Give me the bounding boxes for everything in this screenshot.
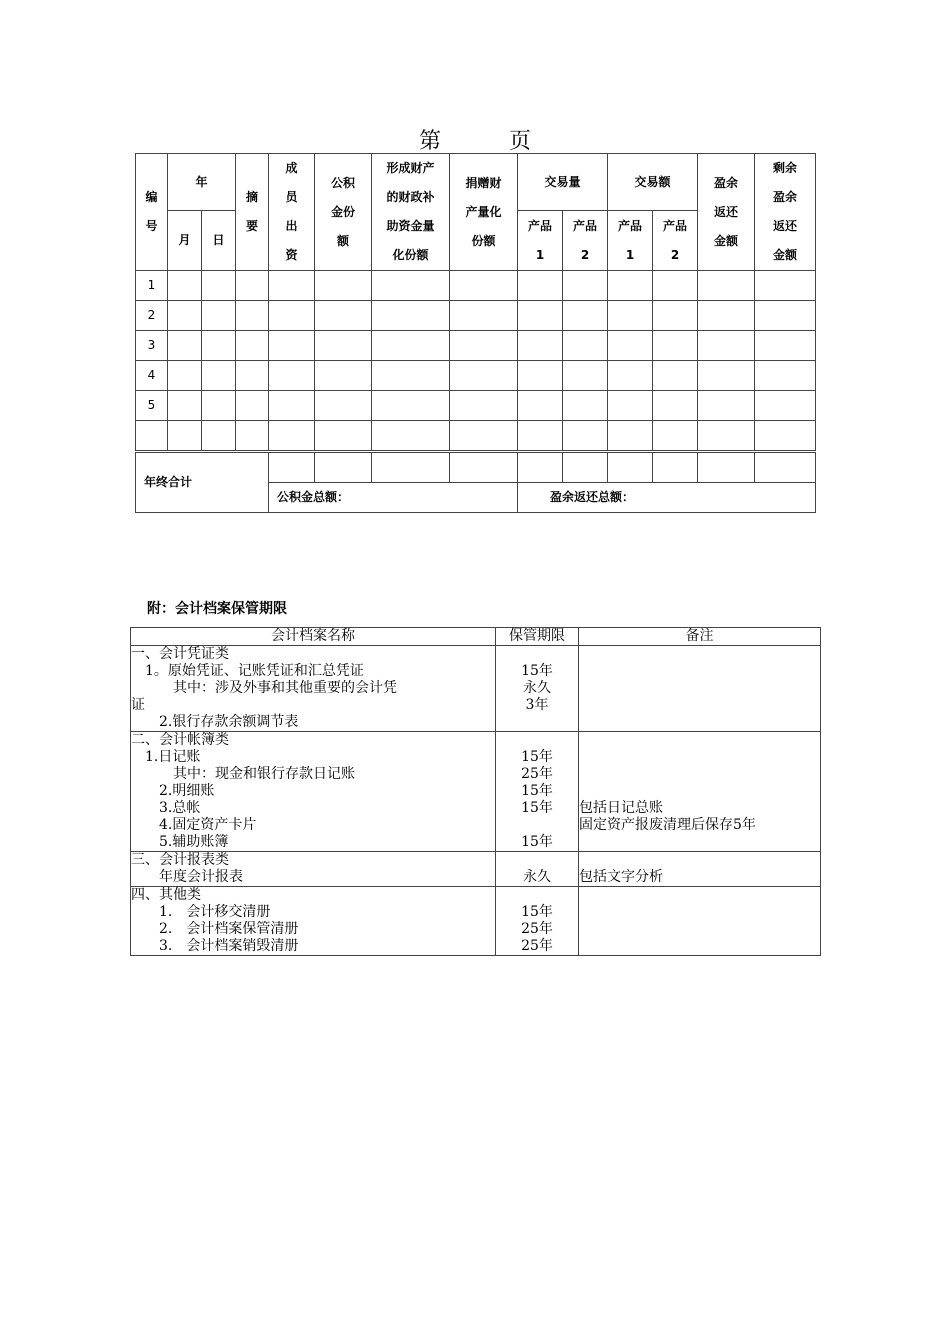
header-volume-product-1: 产品 1 bbox=[518, 211, 563, 271]
ledger-cell bbox=[372, 301, 450, 331]
header-member-capital: 成 员 出 资 bbox=[269, 154, 315, 271]
archive-term-line: 永久 bbox=[523, 869, 551, 885]
ledger-cell bbox=[653, 301, 698, 331]
ledger-cell bbox=[168, 391, 202, 421]
ledger-cell bbox=[450, 331, 518, 361]
appendix-title: 附：会计档案保管期限 bbox=[147, 601, 287, 617]
ledger-cell bbox=[202, 271, 236, 301]
ledger-cell bbox=[450, 301, 518, 331]
archive-name-line: 5.辅助账簿 bbox=[131, 834, 229, 850]
archive-term bbox=[496, 852, 579, 887]
archive-name-line: 证 bbox=[131, 697, 145, 713]
archive-note bbox=[579, 852, 821, 887]
header-surplus-return: 盈余 返还 金额 bbox=[698, 154, 755, 271]
archive-note-line bbox=[579, 766, 820, 783]
archive-section bbox=[131, 732, 821, 852]
archive-note-line bbox=[579, 921, 820, 938]
ledger-cell bbox=[315, 301, 372, 331]
ledger-cell bbox=[755, 421, 816, 452]
ledger-cell bbox=[202, 361, 236, 391]
archive-term-line bbox=[496, 714, 578, 731]
ledger-cell bbox=[269, 271, 315, 301]
total-cell bbox=[269, 452, 315, 483]
archive-name-line: 3.总帐 bbox=[131, 800, 201, 816]
ledger-cell bbox=[372, 391, 450, 421]
archive-note-line bbox=[579, 663, 820, 680]
col-header-name: 会计档案名称 bbox=[131, 628, 496, 646]
archive-term-line: 15年 bbox=[521, 800, 553, 816]
row-number: 3 bbox=[136, 331, 168, 361]
ledger-cell bbox=[698, 331, 755, 361]
row-number bbox=[136, 421, 168, 452]
ledger-cell bbox=[518, 331, 563, 361]
ledger-cell bbox=[450, 391, 518, 421]
ledger-cell bbox=[315, 361, 372, 391]
ledger-cell bbox=[168, 301, 202, 331]
archive-name-line: 4.固定资产卡片 bbox=[131, 817, 257, 833]
archive-name-line: 1.日记账 bbox=[131, 749, 201, 765]
ledger-cell bbox=[653, 331, 698, 361]
archive-term-line: 15年 bbox=[521, 749, 553, 765]
archive-section bbox=[131, 887, 821, 956]
ledger-cell bbox=[698, 421, 755, 452]
archive-note-line: 固定资产报废清理后保存5年 bbox=[579, 817, 756, 833]
ledger-cell bbox=[202, 301, 236, 331]
ledger-row bbox=[136, 391, 816, 421]
ledger-cell bbox=[315, 271, 372, 301]
ledger-cell bbox=[653, 391, 698, 421]
total-cell bbox=[653, 452, 698, 483]
ledger-cell bbox=[653, 361, 698, 391]
ledger-cell bbox=[563, 421, 608, 452]
ledger-cell bbox=[372, 331, 450, 361]
archive-name-line: 四、其他类 bbox=[131, 887, 201, 903]
ledger-row bbox=[136, 421, 816, 452]
ledger-row bbox=[136, 301, 816, 331]
header-no: 编 号 bbox=[136, 154, 168, 271]
archive-term-line bbox=[496, 646, 578, 663]
archive-term-line bbox=[496, 817, 578, 834]
archive-note-line bbox=[579, 887, 820, 904]
archive-term-line bbox=[496, 852, 578, 869]
header-volume-product-2: 产品 2 bbox=[563, 211, 608, 271]
archive-note-line bbox=[579, 904, 820, 921]
archive-note-line bbox=[579, 852, 820, 869]
ledger-cell bbox=[372, 271, 450, 301]
archive-name bbox=[131, 852, 496, 887]
ledger-cell bbox=[518, 421, 563, 452]
archive-term-line: 25年 bbox=[521, 938, 553, 954]
archive-note-line bbox=[579, 732, 820, 749]
archive-name-line: 3. 会计档案销毁清册 bbox=[131, 938, 299, 954]
ledger-cell bbox=[563, 271, 608, 301]
archive-term-line: 永久 bbox=[523, 680, 551, 696]
archive-section bbox=[131, 852, 821, 887]
archive-term bbox=[496, 732, 579, 852]
page-title-left: 第 bbox=[418, 129, 441, 154]
archive-name-line: 2. 会计档案保管清册 bbox=[131, 921, 299, 937]
archive-term-line: 25年 bbox=[521, 766, 553, 782]
archive-note-line bbox=[579, 783, 820, 800]
ledger-cell bbox=[608, 391, 653, 421]
archive-note bbox=[579, 646, 821, 732]
ledger-cell bbox=[450, 361, 518, 391]
ledger-cell bbox=[563, 331, 608, 361]
header-amount-product-2: 产品 2 bbox=[653, 211, 698, 271]
ledger-cell bbox=[608, 361, 653, 391]
ledger-cell bbox=[563, 361, 608, 391]
ledger-row bbox=[136, 331, 816, 361]
archive-note-line bbox=[579, 680, 820, 697]
archive-name-line: 一、会计凭证类 bbox=[131, 646, 229, 662]
archive-section bbox=[131, 646, 821, 732]
ledger-cell bbox=[608, 301, 653, 331]
ledger-cell bbox=[269, 361, 315, 391]
header-volume: 交易量 bbox=[518, 154, 608, 211]
ledger-cell bbox=[698, 391, 755, 421]
archive-term-line: 25年 bbox=[521, 921, 553, 937]
header-donation-share: 捐赠财 产量化 份额 bbox=[450, 154, 518, 271]
archive-note-line bbox=[579, 714, 820, 731]
header-remaining-surplus: 剩余 盈余 返还 金额 bbox=[755, 154, 816, 271]
ledger-cell bbox=[372, 361, 450, 391]
total-cell bbox=[608, 452, 653, 483]
ledger-cell bbox=[269, 331, 315, 361]
archive-name-line: 三、会计报表类 bbox=[131, 852, 229, 868]
ledger-cell bbox=[168, 271, 202, 301]
archive-note-line bbox=[579, 646, 820, 663]
col-header-note: 备注 bbox=[579, 628, 821, 646]
header-amount: 交易额 bbox=[608, 154, 698, 211]
ledger-cell bbox=[698, 361, 755, 391]
ledger-cell bbox=[563, 301, 608, 331]
ledger-cell bbox=[168, 331, 202, 361]
ledger-cell bbox=[269, 301, 315, 331]
ledger-cell bbox=[450, 271, 518, 301]
ledger-cell bbox=[202, 391, 236, 421]
ledger-cell bbox=[518, 271, 563, 301]
ledger-cell bbox=[698, 301, 755, 331]
header-fund-share: 公积 金份 额 bbox=[315, 154, 372, 271]
row-number: 5 bbox=[136, 391, 168, 421]
ledger-cell bbox=[698, 271, 755, 301]
ledger-cell bbox=[315, 331, 372, 361]
ledger-cell bbox=[236, 301, 269, 331]
total-cell bbox=[698, 452, 755, 483]
ledger-cell bbox=[518, 391, 563, 421]
archive-name-line: 年度会计报表 bbox=[131, 869, 243, 885]
archive-retention-table bbox=[130, 627, 821, 956]
col-header-term: 保管期限 bbox=[496, 628, 579, 646]
ledger-cell bbox=[755, 361, 816, 391]
ledger-cell bbox=[653, 271, 698, 301]
archive-name-line: 2.明细账 bbox=[131, 783, 215, 799]
archive-note-line: 包括日记总账 bbox=[579, 800, 663, 816]
ledger-cell bbox=[608, 421, 653, 452]
ledger-cell bbox=[236, 361, 269, 391]
total-cell bbox=[315, 452, 372, 483]
header-month: 月 bbox=[168, 211, 202, 271]
total-cell bbox=[450, 452, 518, 483]
header-amount-product-1: 产品 1 bbox=[608, 211, 653, 271]
ledger-cell bbox=[315, 391, 372, 421]
ledger-cell bbox=[372, 421, 450, 452]
archive-name-line: 1。原始凭证、记账凭证和汇总凭证 bbox=[131, 663, 364, 679]
archive-name-line: 1. 会计移交清册 bbox=[131, 904, 271, 920]
row-number: 4 bbox=[136, 361, 168, 391]
ledger-cell bbox=[518, 361, 563, 391]
surplus-total-label: 盈余返还总额： bbox=[518, 483, 816, 513]
total-cell bbox=[518, 452, 563, 483]
archive-term-line bbox=[496, 887, 578, 904]
total-cell bbox=[563, 452, 608, 483]
ledger-cell bbox=[608, 271, 653, 301]
archive-note-line bbox=[579, 749, 820, 766]
ledger-cell bbox=[236, 421, 269, 452]
archive-note bbox=[579, 887, 821, 956]
archive-term-line: 15年 bbox=[521, 783, 553, 799]
archive-name bbox=[131, 887, 496, 956]
archive-note-line bbox=[579, 938, 820, 955]
year-total-label: 年终合计 bbox=[136, 452, 269, 513]
archive-name-line: 其中：涉及外事和其他重要的会计凭 bbox=[131, 680, 397, 696]
ledger-cell bbox=[755, 391, 816, 421]
total-cell bbox=[755, 452, 816, 483]
ledger-cell bbox=[608, 331, 653, 361]
ledger-row bbox=[136, 271, 816, 301]
archive-name-line: 二、会计帐簿类 bbox=[131, 732, 229, 748]
archive-name-line: 其中：现金和银行存款日记账 bbox=[131, 766, 355, 782]
total-cell bbox=[372, 452, 450, 483]
ledger-table bbox=[135, 153, 816, 513]
archive-term-line bbox=[496, 732, 578, 749]
header-summary: 摘 要 bbox=[236, 154, 269, 271]
row-number: 2 bbox=[136, 301, 168, 331]
ledger-cell bbox=[202, 421, 236, 452]
archive-name bbox=[131, 646, 496, 732]
ledger-cell bbox=[315, 421, 372, 452]
archive-note bbox=[579, 732, 821, 852]
archive-term bbox=[496, 646, 579, 732]
archive-note-line bbox=[579, 697, 820, 714]
archive-name bbox=[131, 732, 496, 852]
archive-term-line: 15年 bbox=[521, 663, 553, 679]
ledger-cell bbox=[236, 331, 269, 361]
archive-term-line: 15年 bbox=[521, 904, 553, 920]
ledger-cell bbox=[269, 391, 315, 421]
page-title-right: 页 bbox=[509, 129, 532, 154]
ledger-cell bbox=[518, 301, 563, 331]
ledger-cell bbox=[269, 421, 315, 452]
ledger-cell bbox=[653, 421, 698, 452]
archive-term-line: 15年 bbox=[521, 834, 553, 850]
ledger-cell bbox=[236, 271, 269, 301]
archive-term-line: 3年 bbox=[525, 697, 549, 713]
header-day: 日 bbox=[202, 211, 236, 271]
ledger-cell bbox=[168, 421, 202, 452]
archive-note-line: 包括文字分析 bbox=[579, 869, 663, 885]
header-subsidy-share: 形成财产 的财政补 助资金量 化份额 bbox=[372, 154, 450, 271]
ledger-cell bbox=[755, 301, 816, 331]
ledger-row bbox=[136, 361, 816, 391]
ledger-cell bbox=[450, 421, 518, 452]
ledger-cell bbox=[563, 391, 608, 421]
page-title bbox=[135, 124, 815, 155]
row-number: 1 bbox=[136, 271, 168, 301]
archive-note-line bbox=[579, 834, 820, 851]
ledger-cell bbox=[236, 391, 269, 421]
ledger-cell bbox=[755, 271, 816, 301]
ledger-cell bbox=[755, 331, 816, 361]
fund-total-label: 公积金总额： bbox=[269, 483, 518, 513]
header-year: 年 bbox=[168, 154, 236, 211]
archive-term bbox=[496, 887, 579, 956]
archive-name-line: 2.银行存款余额调节表 bbox=[131, 714, 299, 730]
ledger-cell bbox=[168, 361, 202, 391]
ledger-cell bbox=[202, 331, 236, 361]
